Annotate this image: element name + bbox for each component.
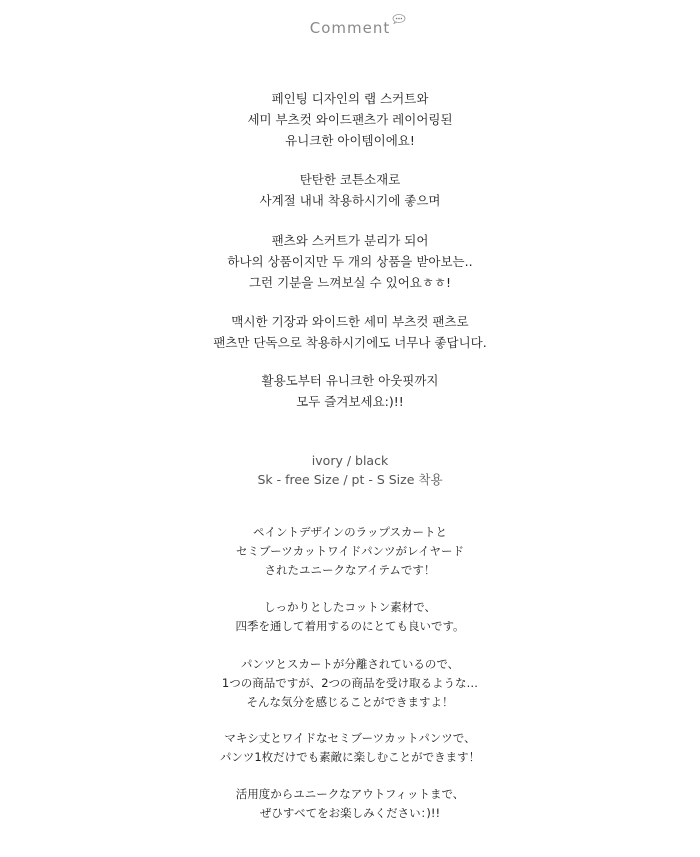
text-line: 팬츠만 단독으로 착용하시기에도 너무나 좋답니다. bbox=[213, 335, 487, 350]
speech-bubble-icon bbox=[392, 14, 406, 24]
korean-paragraph-5 bbox=[0, 370, 700, 412]
size-note: Sk - free Size / pt - S Size 착용 bbox=[257, 472, 443, 487]
korean-paragraph-4 bbox=[0, 311, 700, 353]
text-line: 하나의 상품이지만 두 개의 상품을 받아보는.. bbox=[227, 254, 473, 269]
japanese-paragraph-1 bbox=[0, 523, 700, 580]
text-line: そんな気分を感じることができますよ！ bbox=[246, 695, 454, 709]
text-line: 페인팅 디자인의 랩 스커트와 bbox=[271, 91, 429, 106]
korean-paragraph-2 bbox=[0, 169, 700, 211]
text-line: 그런 기분을 느껴보실 수 있어요ㅎㅎ! bbox=[248, 275, 452, 290]
color-options: ivory / black bbox=[311, 453, 389, 468]
text-line: マキシ丈とワイドなセミブーツカットパンツで、 bbox=[224, 731, 476, 745]
text-line: ペイントデザインのラップスカートと bbox=[252, 525, 447, 539]
korean-paragraph-3 bbox=[0, 230, 700, 293]
text-line: 1つの商品ですが、2つの商品を受け取るような… bbox=[221, 676, 479, 690]
text-line: 유니크한 아이템이에요! bbox=[285, 133, 415, 148]
comment-header bbox=[0, 18, 700, 37]
text-line: パンツ1枚だけでも素敵に楽しむことができます！ bbox=[219, 750, 481, 764]
text-line: 모두 즐겨보세요:)!! bbox=[296, 394, 404, 409]
text-line: しっかりとしたコットン素材で、 bbox=[263, 600, 437, 614]
comment-title-text: Comment bbox=[309, 19, 391, 37]
text-line: 四季を通して着用するのにとても良いです。 bbox=[235, 619, 465, 633]
text-line: 맥시한 기장과 와이드한 세미 부츠컷 팬츠로 bbox=[231, 314, 469, 329]
korean-paragraph-1 bbox=[0, 88, 700, 151]
comment-title bbox=[310, 19, 391, 37]
japanese-paragraph-3 bbox=[0, 655, 700, 712]
text-line: されたユニークなアイテムです！ bbox=[264, 563, 436, 577]
text-line: 팬츠와 스커트가 분리가 되어 bbox=[271, 233, 429, 248]
product-options bbox=[0, 451, 700, 489]
text-line: 활용도부터 유니크한 아웃핏까지 bbox=[261, 373, 439, 388]
japanese-paragraph-5 bbox=[0, 785, 700, 823]
text-line: 사계절 내내 착용하시기에 좋으며 bbox=[259, 193, 441, 208]
japanese-paragraph-2 bbox=[0, 598, 700, 636]
text-line: 活用度からユニークなアウトフィットまで、 bbox=[235, 787, 465, 801]
text-line: 세미 부츠컷 와이드팬츠가 레이어링된 bbox=[247, 112, 453, 127]
text-line: パンツとスカートが分離されているので、 bbox=[240, 657, 460, 671]
text-line: 탄탄한 코튼소재로 bbox=[299, 172, 401, 187]
text-line: セミブーツカットワイドパンツがレイヤード bbox=[236, 544, 464, 558]
text-line: ぜひすべてをお楽しみください：)!! bbox=[259, 806, 441, 820]
japanese-paragraph-4 bbox=[0, 729, 700, 767]
